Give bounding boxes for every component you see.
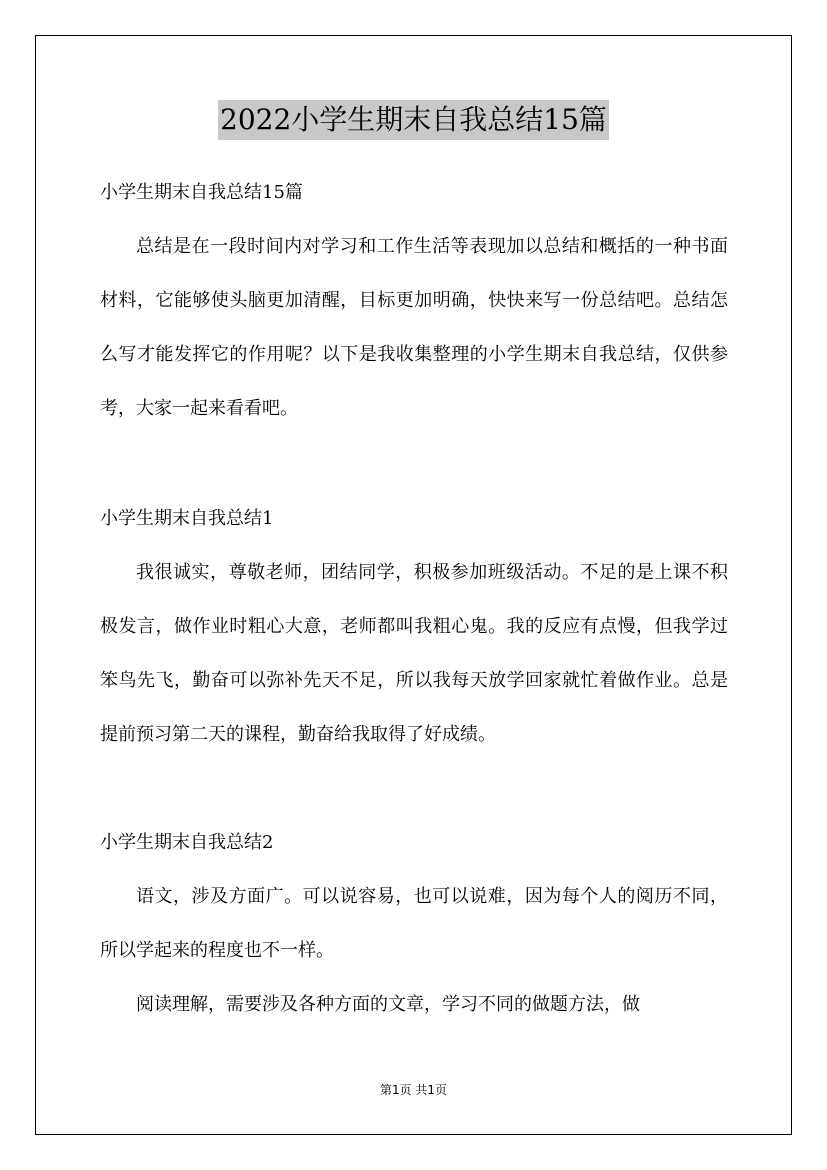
section-heading-2: 小学生期末自我总结2 — [100, 832, 274, 853]
page-footer: 第1页 共1页 — [379, 1083, 448, 1097]
section-body-2b: 阅读理解，需要涉及各种方面的文章，学习不同的做题方法，做 — [136, 994, 640, 1015]
section-body-2a: 语文，涉及方面广。可以说容易，也可以说难，因为每个人的阅历不同，所以学起来的程度也不一样。 — [100, 886, 728, 961]
title-container — [0, 100, 827, 140]
section-heading-1: 小学生期末自我总结1 — [100, 508, 274, 529]
document-subtitle: 小学生期末自我总结15篇 — [100, 182, 303, 203]
document-title: 2022小学生期末自我总结15篇 — [218, 100, 609, 140]
intro-paragraph: 总结是在一段时间内对学习和工作生活等表现加以总结和概括的一种书面材料，它能够使头脑更加清醒，目标更加明确，快快来写一份总结吧。总结怎么写才能发挥它的作用呢？以下是我收集整理的小学生期末自我总结，仅供参考，大家一起来看看吧。 — [100, 236, 728, 419]
section-body-1: 我很诚实，尊敬老师，团结同学，积极参加班级活动。不足的是上课不积极发言，做作业时粗心大意，老师都叫我粗心鬼。我的反应有点慢，但我学过笨鸟先飞，勤奋可以弥补先天不足，所以我每天放学回家就忙着做作业。总是提前预习第二天的课程，勤奋给我取得了好成绩。 — [100, 562, 728, 745]
